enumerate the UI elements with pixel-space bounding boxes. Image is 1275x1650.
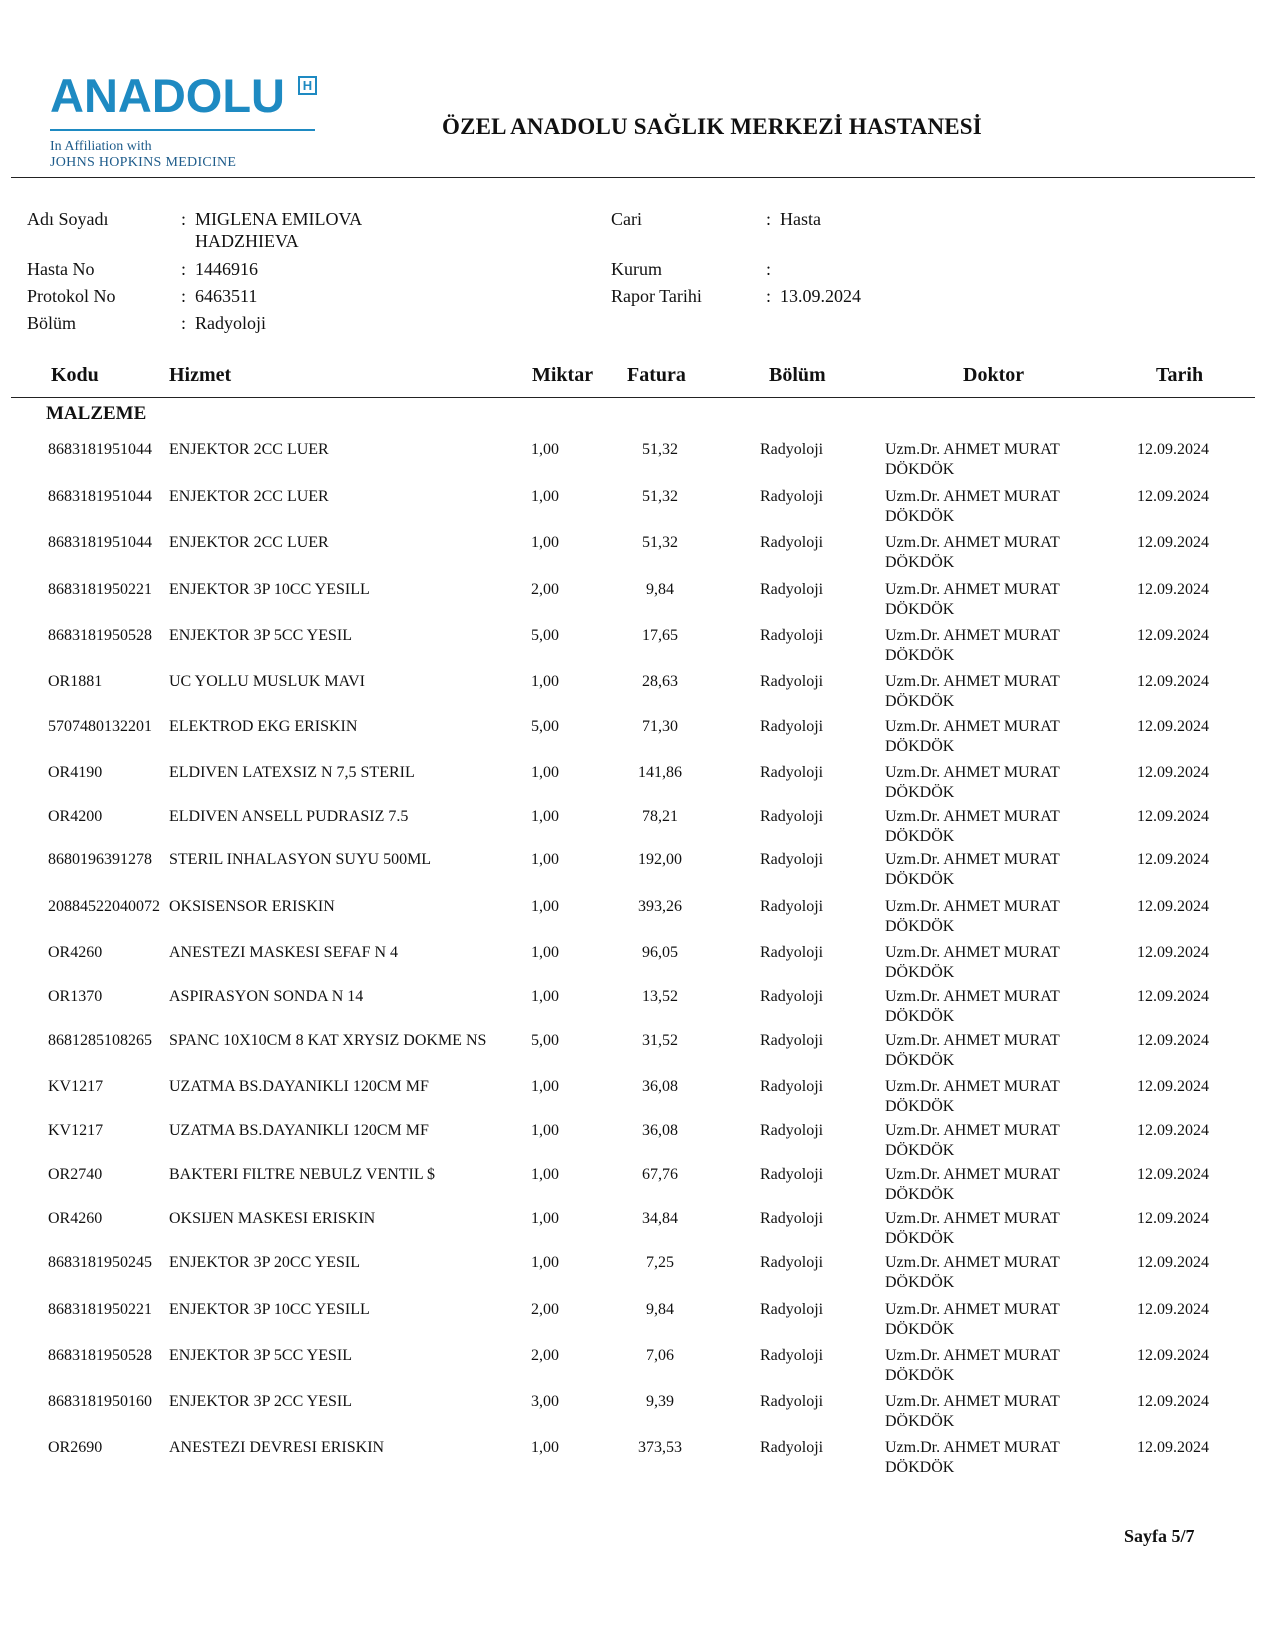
table-row xyxy=(0,1031,1275,1075)
row-department: Radyoloji xyxy=(760,988,824,1005)
row-code: 8683181951044 xyxy=(48,534,152,551)
row-doctor: Uzm.Dr. AHMET MURAT DÖKDÖK xyxy=(885,764,1060,801)
row-code: OR4260 xyxy=(48,944,103,961)
row-doctor: Uzm.Dr. AHMET MURAT DÖKDÖK xyxy=(885,1301,1060,1338)
table-row xyxy=(0,672,1275,716)
row-service: ENJEKTOR 3P 2CC YESIL xyxy=(169,1393,352,1410)
row-invoice: 7,06 xyxy=(646,1347,674,1364)
row-date: 12.09.2024 xyxy=(1137,1254,1209,1271)
cari-colon: : xyxy=(766,209,772,229)
row-department: Radyoloji xyxy=(760,1347,824,1364)
row-service: ENJEKTOR 3P 10CC YESILL xyxy=(169,581,370,598)
row-date: 12.09.2024 xyxy=(1137,944,1209,961)
row-service: UZATMA BS.DAYANIKLI 120CM MF xyxy=(169,1122,429,1139)
table-row xyxy=(0,987,1275,1031)
row-doctor: Uzm.Dr. AHMET MURAT DÖKDÖK xyxy=(885,1393,1060,1430)
row-code: 8683181951044 xyxy=(48,441,152,458)
row-quantity: 1,00 xyxy=(531,1166,559,1183)
row-quantity: 5,00 xyxy=(531,718,559,735)
row-code: OR4190 xyxy=(48,764,103,781)
row-date: 12.09.2024 xyxy=(1137,534,1209,551)
row-department: Radyoloji xyxy=(760,441,824,458)
table-row xyxy=(0,1253,1275,1297)
col-tarih: Tarih xyxy=(1156,364,1204,386)
row-date: 12.09.2024 xyxy=(1137,1347,1209,1364)
row-date: 12.09.2024 xyxy=(1137,1078,1209,1095)
name-label: Adı Soyadı xyxy=(27,209,109,229)
row-code: OR2740 xyxy=(48,1166,103,1183)
row-department: Radyoloji xyxy=(760,718,824,735)
rapor-value: 13.09.2024 xyxy=(780,286,861,306)
row-invoice: 28,63 xyxy=(642,673,678,690)
table-row xyxy=(0,897,1275,941)
row-service: ELDIVEN LATEXSIZ N 7,5 STERIL xyxy=(169,764,415,781)
row-doctor: Uzm.Dr. AHMET MURAT DÖKDÖK xyxy=(885,1032,1060,1069)
row-date: 12.09.2024 xyxy=(1137,1393,1209,1410)
table-header-divider xyxy=(11,397,1255,398)
row-quantity: 1,00 xyxy=(531,1122,559,1139)
row-doctor: Uzm.Dr. AHMET MURAT DÖKDÖK xyxy=(885,808,1060,845)
row-department: Radyoloji xyxy=(760,534,824,551)
row-code: 8680196391278 xyxy=(48,851,152,868)
row-quantity: 1,00 xyxy=(531,944,559,961)
row-invoice: 192,00 xyxy=(638,851,682,868)
table-row xyxy=(0,533,1275,577)
name-colon: : xyxy=(181,209,187,229)
row-quantity: 1,00 xyxy=(531,673,559,690)
row-invoice: 51,32 xyxy=(642,488,678,505)
row-quantity: 1,00 xyxy=(531,1078,559,1095)
table-row xyxy=(0,440,1275,484)
row-doctor: Uzm.Dr. AHMET MURAT DÖKDÖK xyxy=(885,1254,1060,1291)
hospital-h-icon: H xyxy=(298,76,317,95)
row-department: Radyoloji xyxy=(760,1301,824,1318)
kurum-label: Kurum xyxy=(611,259,662,279)
row-doctor: Uzm.Dr. AHMET MURAT DÖKDÖK xyxy=(885,1122,1060,1159)
row-quantity: 1,00 xyxy=(531,1210,559,1227)
hospital-title: ÖZEL ANADOLU SAĞLIK MERKEZİ HASTANESİ xyxy=(442,114,982,139)
row-doctor: Uzm.Dr. AHMET MURAT DÖKDÖK xyxy=(885,1439,1060,1476)
row-service: ENJEKTOR 3P 10CC YESILL xyxy=(169,1301,370,1318)
row-doctor: Uzm.Dr. AHMET MURAT DÖKDÖK xyxy=(885,441,1060,478)
cari-label: Cari xyxy=(611,209,642,229)
section-title: MALZEME xyxy=(46,403,147,424)
row-invoice: 13,52 xyxy=(642,988,678,1005)
col-hizmet: Hizmet xyxy=(169,364,232,386)
row-quantity: 2,00 xyxy=(531,1301,559,1318)
row-department: Radyoloji xyxy=(760,488,824,505)
row-date: 12.09.2024 xyxy=(1137,627,1209,644)
row-date: 12.09.2024 xyxy=(1137,851,1209,868)
logo-wordmark: ANADOLU xyxy=(50,69,285,122)
row-code: OR1370 xyxy=(48,988,103,1005)
row-department: Radyoloji xyxy=(760,944,824,961)
table-row xyxy=(0,626,1275,670)
table-row xyxy=(0,807,1275,851)
bolum-label: Bölüm xyxy=(27,313,77,333)
table-row xyxy=(0,1438,1275,1482)
row-code: 8683181950245 xyxy=(48,1254,152,1271)
row-doctor: Uzm.Dr. AHMET MURAT DÖKDÖK xyxy=(885,627,1060,664)
row-department: Radyoloji xyxy=(760,808,824,825)
row-code: 8683181950528 xyxy=(48,627,152,644)
table-row xyxy=(0,1165,1275,1209)
row-invoice: 141,86 xyxy=(638,764,682,781)
row-invoice: 373,53 xyxy=(638,1439,682,1456)
row-date: 12.09.2024 xyxy=(1137,808,1209,825)
logo-affiliation: In Affiliation with xyxy=(50,139,152,154)
row-service: STERIL INHALASYON SUYU 500ML xyxy=(169,851,432,868)
row-date: 12.09.2024 xyxy=(1137,764,1209,781)
row-department: Radyoloji xyxy=(760,1166,824,1183)
hasta-no-label: Hasta No xyxy=(27,259,95,279)
row-department: Radyoloji xyxy=(760,627,824,644)
row-service: ENJEKTOR 3P 5CC YESIL xyxy=(169,627,352,644)
hospital-logo xyxy=(50,69,320,172)
row-code: KV1217 xyxy=(48,1122,104,1139)
row-code: 8683181950221 xyxy=(48,581,152,598)
table-row xyxy=(0,763,1275,807)
row-department: Radyoloji xyxy=(760,1122,824,1139)
protokol-colon: : xyxy=(181,286,187,306)
table-row xyxy=(0,717,1275,761)
row-service: BAKTERI FILTRE NEBULZ VENTIL $ xyxy=(169,1166,436,1183)
row-invoice: 393,26 xyxy=(638,898,682,915)
row-service: SPANC 10X10CM 8 KAT XRYSIZ DOKME NS xyxy=(169,1032,487,1049)
row-department: Radyoloji xyxy=(760,851,824,868)
row-date: 12.09.2024 xyxy=(1137,1301,1209,1318)
protokol-label: Protokol No xyxy=(27,286,116,306)
row-service: ENJEKTOR 2CC LUER xyxy=(169,441,329,458)
bolum-value: Radyoloji xyxy=(195,313,266,333)
row-code: OR4260 xyxy=(48,1210,103,1227)
row-doctor: Uzm.Dr. AHMET MURAT DÖKDÖK xyxy=(885,673,1060,710)
row-date: 12.09.2024 xyxy=(1137,673,1209,690)
row-service: ENJEKTOR 3P 20CC YESIL xyxy=(169,1254,360,1271)
row-date: 12.09.2024 xyxy=(1137,1032,1209,1049)
row-quantity: 2,00 xyxy=(531,1347,559,1364)
page-number: Sayfa 5/7 xyxy=(1124,1526,1195,1546)
table-row xyxy=(0,1209,1275,1253)
row-quantity: 1,00 xyxy=(531,488,559,505)
bolum-colon: : xyxy=(181,313,187,333)
table-row xyxy=(0,1077,1275,1121)
row-service: ELEKTROD EKG ERISKIN xyxy=(169,718,358,735)
row-code: KV1217 xyxy=(48,1078,104,1095)
row-doctor: Uzm.Dr. AHMET MURAT DÖKDÖK xyxy=(885,1210,1060,1247)
row-invoice: 34,84 xyxy=(642,1210,678,1227)
row-doctor: Uzm.Dr. AHMET MURAT DÖKDÖK xyxy=(885,1078,1060,1115)
row-date: 12.09.2024 xyxy=(1137,1210,1209,1227)
row-doctor: Uzm.Dr. AHMET MURAT DÖKDÖK xyxy=(885,898,1060,935)
row-doctor: Uzm.Dr. AHMET MURAT DÖKDÖK xyxy=(885,718,1060,755)
row-department: Radyoloji xyxy=(760,581,824,598)
col-bolum: Bölüm xyxy=(769,364,826,386)
table-row xyxy=(0,943,1275,987)
row-service: ENJEKTOR 2CC LUER xyxy=(169,534,329,551)
row-invoice: 36,08 xyxy=(642,1122,678,1139)
row-service: ELDIVEN ANSELL PUDRASIZ 7.5 xyxy=(169,808,409,825)
row-date: 12.09.2024 xyxy=(1137,1439,1209,1456)
row-service: OKSISENSOR ERISKIN xyxy=(169,898,335,915)
row-date: 12.09.2024 xyxy=(1137,488,1209,505)
row-code: OR2690 xyxy=(48,1439,103,1456)
row-date: 12.09.2024 xyxy=(1137,1166,1209,1183)
row-department: Radyoloji xyxy=(760,764,824,781)
row-department: Radyoloji xyxy=(760,1078,824,1095)
cari-value: Hasta xyxy=(780,209,821,229)
col-miktar: Miktar xyxy=(532,364,594,386)
row-invoice: 36,08 xyxy=(642,1078,678,1095)
table-row xyxy=(0,1300,1275,1344)
row-service: UZATMA BS.DAYANIKLI 120CM MF xyxy=(169,1078,429,1095)
col-kodu: Kodu xyxy=(51,364,99,386)
row-quantity: 1,00 xyxy=(531,441,559,458)
row-invoice: 67,76 xyxy=(642,1166,678,1183)
row-code: 8683181951044 xyxy=(48,488,152,505)
row-service: UC YOLLU MUSLUK MAVI xyxy=(169,673,366,690)
row-department: Radyoloji xyxy=(760,898,824,915)
table-row xyxy=(0,1346,1275,1390)
row-invoice: 78,21 xyxy=(642,808,678,825)
row-code: OR4200 xyxy=(48,808,103,825)
row-department: Radyoloji xyxy=(760,1032,824,1049)
rapor-label: Rapor Tarihi xyxy=(611,286,702,306)
hasta-no-value: 1446916 xyxy=(195,259,258,279)
row-quantity: 1,00 xyxy=(531,851,559,868)
row-quantity: 1,00 xyxy=(531,808,559,825)
row-date: 12.09.2024 xyxy=(1137,1122,1209,1139)
row-quantity: 1,00 xyxy=(531,534,559,551)
rapor-colon: : xyxy=(766,286,772,306)
row-service: ENJEKTOR 3P 5CC YESIL xyxy=(169,1347,352,1364)
row-invoice: 9,84 xyxy=(646,1301,674,1318)
row-quantity: 1,00 xyxy=(531,764,559,781)
row-quantity: 1,00 xyxy=(531,898,559,915)
logo-partner: JOHNS HOPKINS MEDICINE xyxy=(50,155,237,170)
header-divider xyxy=(11,177,1255,178)
row-code: 8683181950221 xyxy=(48,1301,152,1318)
row-code: OR1881 xyxy=(48,673,103,690)
table-row xyxy=(0,1121,1275,1165)
row-quantity: 1,00 xyxy=(531,988,559,1005)
row-code: 20884522040072 xyxy=(48,898,160,915)
row-date: 12.09.2024 xyxy=(1137,988,1209,1005)
row-doctor: Uzm.Dr. AHMET MURAT DÖKDÖK xyxy=(885,944,1060,981)
row-doctor: Uzm.Dr. AHMET MURAT DÖKDÖK xyxy=(885,1166,1060,1203)
row-invoice: 17,65 xyxy=(642,627,678,644)
row-invoice: 7,25 xyxy=(646,1254,674,1271)
row-invoice: 9,84 xyxy=(646,581,674,598)
row-doctor: Uzm.Dr. AHMET MURAT DÖKDÖK xyxy=(885,581,1060,618)
row-doctor: Uzm.Dr. AHMET MURAT DÖKDÖK xyxy=(885,988,1060,1025)
protokol-value: 6463511 xyxy=(195,286,258,306)
row-date: 12.09.2024 xyxy=(1137,581,1209,598)
row-invoice: 31,52 xyxy=(642,1032,678,1049)
row-code: 8683181950160 xyxy=(48,1393,152,1410)
col-fatura: Fatura xyxy=(627,364,686,386)
table-row xyxy=(0,850,1275,894)
row-code: 8683181950528 xyxy=(48,1347,152,1364)
row-date: 12.09.2024 xyxy=(1137,441,1209,458)
table-row xyxy=(0,1392,1275,1436)
row-doctor: Uzm.Dr. AHMET MURAT DÖKDÖK xyxy=(885,1347,1060,1384)
hasta-no-colon: : xyxy=(181,259,187,279)
row-doctor: Uzm.Dr. AHMET MURAT DÖKDÖK xyxy=(885,488,1060,525)
row-service: ANESTEZI MASKESI SEFAF N 4 xyxy=(169,944,399,961)
row-code: 5707480132201 xyxy=(48,718,152,735)
name-value-line1: MIGLENA EMILOVA xyxy=(195,209,363,229)
row-date: 12.09.2024 xyxy=(1137,718,1209,735)
row-invoice: 51,32 xyxy=(642,534,678,551)
row-quantity: 5,00 xyxy=(531,627,559,644)
name-value-line2: HADZHIEVA xyxy=(195,231,299,251)
row-department: Radyoloji xyxy=(760,1210,824,1227)
row-service: ANESTEZI DEVRESI ERISKIN xyxy=(169,1439,385,1456)
col-doktor: Doktor xyxy=(963,364,1025,386)
table-row xyxy=(0,487,1275,531)
row-invoice: 9,39 xyxy=(646,1393,674,1410)
row-doctor: Uzm.Dr. AHMET MURAT DÖKDÖK xyxy=(885,851,1060,888)
row-invoice: 96,05 xyxy=(642,944,678,961)
row-invoice: 71,30 xyxy=(642,718,678,735)
row-invoice: 51,32 xyxy=(642,441,678,458)
row-quantity: 5,00 xyxy=(531,1032,559,1049)
row-quantity: 2,00 xyxy=(531,581,559,598)
row-quantity: 1,00 xyxy=(531,1254,559,1271)
row-department: Radyoloji xyxy=(760,1393,824,1410)
row-code: 8681285108265 xyxy=(48,1032,152,1049)
kurum-colon: : xyxy=(766,259,772,279)
row-service: ASPIRASYON SONDA N 14 xyxy=(169,988,364,1005)
row-department: Radyoloji xyxy=(760,1439,824,1456)
row-service: OKSIJEN MASKESI ERISKIN xyxy=(169,1210,376,1227)
table-row xyxy=(0,580,1275,624)
row-quantity: 1,00 xyxy=(531,1439,559,1456)
row-department: Radyoloji xyxy=(760,1254,824,1271)
row-doctor: Uzm.Dr. AHMET MURAT DÖKDÖK xyxy=(885,534,1060,571)
row-service: ENJEKTOR 2CC LUER xyxy=(169,488,329,505)
row-department: Radyoloji xyxy=(760,673,824,690)
logo-divider xyxy=(50,129,315,131)
row-date: 12.09.2024 xyxy=(1137,898,1209,915)
row-quantity: 3,00 xyxy=(531,1393,559,1410)
